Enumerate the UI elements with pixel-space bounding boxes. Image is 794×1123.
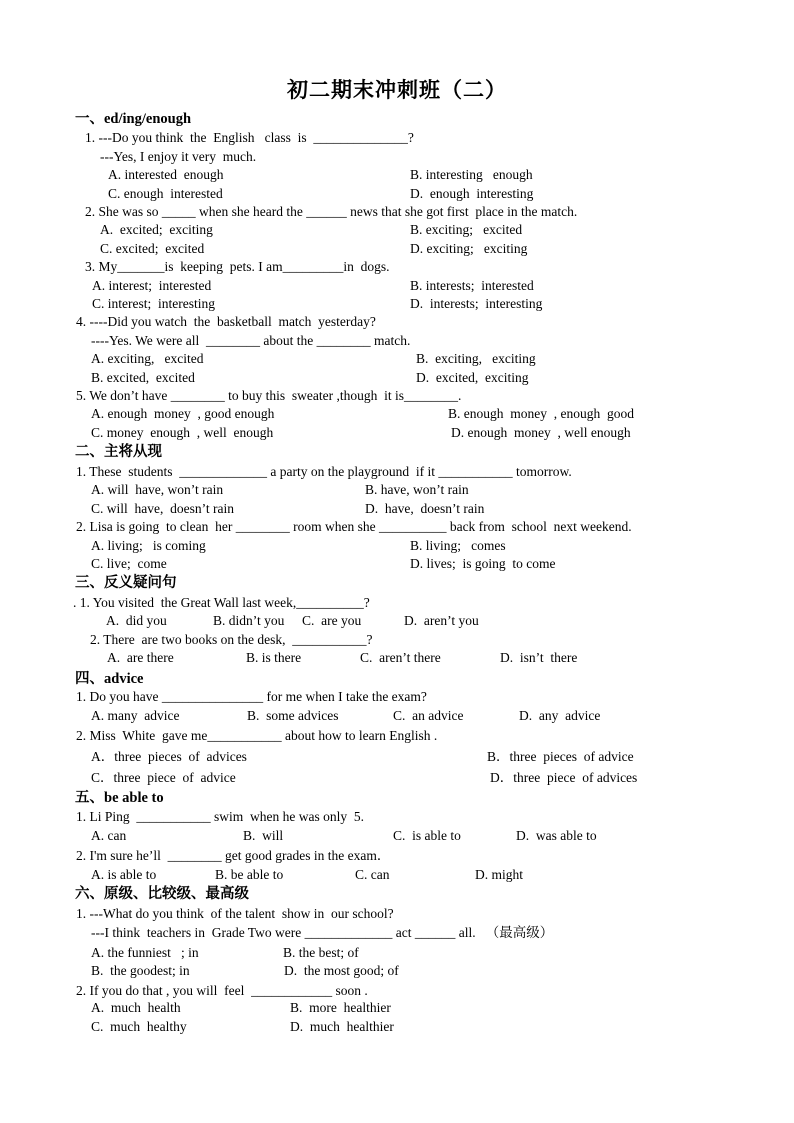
text-line: B. some advices bbox=[247, 708, 339, 723]
text-line: A. excited; exciting bbox=[100, 222, 213, 237]
text-line: B. exciting, exciting bbox=[416, 351, 536, 366]
text-line: A. much health bbox=[91, 1000, 181, 1015]
text-line: D. the most good; of bbox=[284, 963, 399, 978]
text-line: B. interesting enough bbox=[410, 167, 533, 182]
text-line: A. did you bbox=[106, 613, 167, 628]
text-line: C. an advice bbox=[393, 708, 464, 723]
text-line: D. much healthier bbox=[290, 1019, 394, 1034]
text-line: C. excited; excited bbox=[100, 241, 205, 256]
text-line: 2. There are two books on the desk, ___________? bbox=[90, 632, 373, 647]
text-line: A. enough money , good enough bbox=[91, 406, 275, 421]
text-line: B. interests; interested bbox=[410, 278, 534, 293]
text-line: B. will bbox=[243, 828, 284, 843]
text-line: 3. My_______is keeping pets. I am_________in dogs. bbox=[85, 259, 390, 274]
text-line: A. many advice bbox=[91, 708, 180, 723]
text-line: ---Yes, I enjoy it very much. bbox=[100, 149, 257, 164]
text-line: A. can bbox=[91, 828, 127, 843]
text-line: A. living; is coming bbox=[91, 538, 206, 553]
text-line: B. excited, excited bbox=[91, 370, 195, 385]
text-line: D. excited, exciting bbox=[416, 370, 529, 385]
text-line: 2. If you do that , you will feel ____________ soon . bbox=[76, 983, 368, 998]
text-line: D. enough interesting bbox=[410, 186, 534, 201]
text-line: D. aren’t you bbox=[404, 613, 479, 628]
text-line: A. exciting, excited bbox=[91, 351, 204, 366]
text-line: C. can bbox=[355, 867, 390, 882]
text-line: 4. ----Did you watch the basketball match yesterday? bbox=[76, 314, 376, 329]
text-line: A. are there bbox=[107, 650, 174, 665]
text-line: 1. ---Do you think the English class is ______________? bbox=[85, 130, 414, 145]
section-heading: 三、反义疑问句 bbox=[75, 575, 177, 591]
text-line: 5. We don’t have ________ to buy this sweater ,though it is________. bbox=[76, 388, 462, 403]
text-line: 1. ---What do you think of the talent show in our school? bbox=[76, 906, 394, 921]
text-line: D. interests; interesting bbox=[410, 296, 543, 311]
section-heading: 二、主将从现 bbox=[75, 444, 162, 460]
text-line: B. enough money , enough good bbox=[448, 406, 634, 421]
text-line: D. enough money , well enough bbox=[451, 425, 631, 440]
text-line: A. interest; interested bbox=[92, 278, 212, 293]
text-line: C. will have, doesn’t rain bbox=[91, 501, 234, 516]
text-line: C．three piece of advice bbox=[91, 770, 236, 785]
page-title: 初二期末冲刺班（二） bbox=[287, 78, 507, 102]
section-heading: 六、原级、比较级、最高级 bbox=[75, 886, 249, 902]
text-line: A. is able to bbox=[91, 867, 157, 882]
text-line: D．three piece of advices bbox=[490, 770, 638, 785]
text-line: B. the best; of bbox=[283, 945, 359, 960]
text-line: D. might bbox=[475, 867, 524, 882]
text-line: B. be able to bbox=[215, 867, 284, 882]
text-line: B. didn’t you bbox=[213, 613, 285, 628]
text-line: D. any advice bbox=[519, 708, 601, 723]
text-line: B. living; comes bbox=[410, 538, 506, 553]
text-line: D. was able to bbox=[516, 828, 597, 843]
text-line: D. lives; is going to come bbox=[410, 556, 556, 571]
text-line: B. have, won’t rain bbox=[365, 482, 469, 497]
text-line: C. live; come bbox=[91, 556, 167, 571]
text-line: B．three pieces of advice bbox=[487, 749, 634, 764]
text-line: B. exciting; excited bbox=[410, 222, 523, 237]
section-heading: 四、advice bbox=[75, 671, 144, 687]
text-line: C. are you bbox=[302, 613, 362, 628]
text-line: 2. Miss White gave me___________ about how to learn English . bbox=[76, 728, 438, 743]
text-line: ---I think teachers in Grade Two were _____________ act ______ all. （最高级） bbox=[91, 925, 554, 940]
text-line: C. aren’t there bbox=[360, 650, 441, 665]
text-line: A. interested enough bbox=[108, 167, 224, 182]
text-line: B. the goodest; in bbox=[91, 963, 190, 978]
text-line: D. isn’t there bbox=[500, 650, 578, 665]
text-line: C. enough interested bbox=[108, 186, 223, 201]
text-line: C. money enough , well enough bbox=[91, 425, 274, 440]
text-line: D. exciting; exciting bbox=[410, 241, 528, 256]
text-line: B. more healthier bbox=[290, 1000, 391, 1015]
text-line: D. have, doesn’t rain bbox=[365, 501, 485, 516]
text-line: 2. She was so _____ when she heard the ______ news that she got first place in the match. bbox=[85, 204, 578, 219]
text-line: . 1. You visited the Great Wall last week,__________? bbox=[73, 595, 370, 610]
text-line: ----Yes. We were all ________ about the ________ match. bbox=[91, 333, 411, 348]
text-line: C. is able to bbox=[393, 828, 461, 843]
section-heading: 五、be able to bbox=[75, 790, 164, 806]
text-line: 1. These students _____________ a party on the playground if it ___________ tomorrow. bbox=[76, 464, 572, 479]
text-line: A．three pieces of advices bbox=[91, 749, 247, 764]
text-line: 2. I'm sure he’ll ________ get good grades in the exam． bbox=[76, 848, 391, 863]
text-line: 1. Do you have _______________ for me when I take the exam? bbox=[76, 689, 427, 704]
text-line: B. is there bbox=[246, 650, 302, 665]
text-line: 2. Lisa is going to clean her ________ room when she __________ back from school next weekend. bbox=[76, 519, 632, 534]
text-line: 1. Li Ping ___________ swim when he was only 5. bbox=[76, 809, 364, 824]
text-line: A. the funniest ; in bbox=[91, 945, 199, 960]
text-line: C. much healthy bbox=[91, 1019, 187, 1034]
text-line: A. will have, won’t rain bbox=[91, 482, 224, 497]
section-heading: 一、ed/ing/enough bbox=[75, 111, 192, 127]
text-line: C. interest; interesting bbox=[92, 296, 215, 311]
